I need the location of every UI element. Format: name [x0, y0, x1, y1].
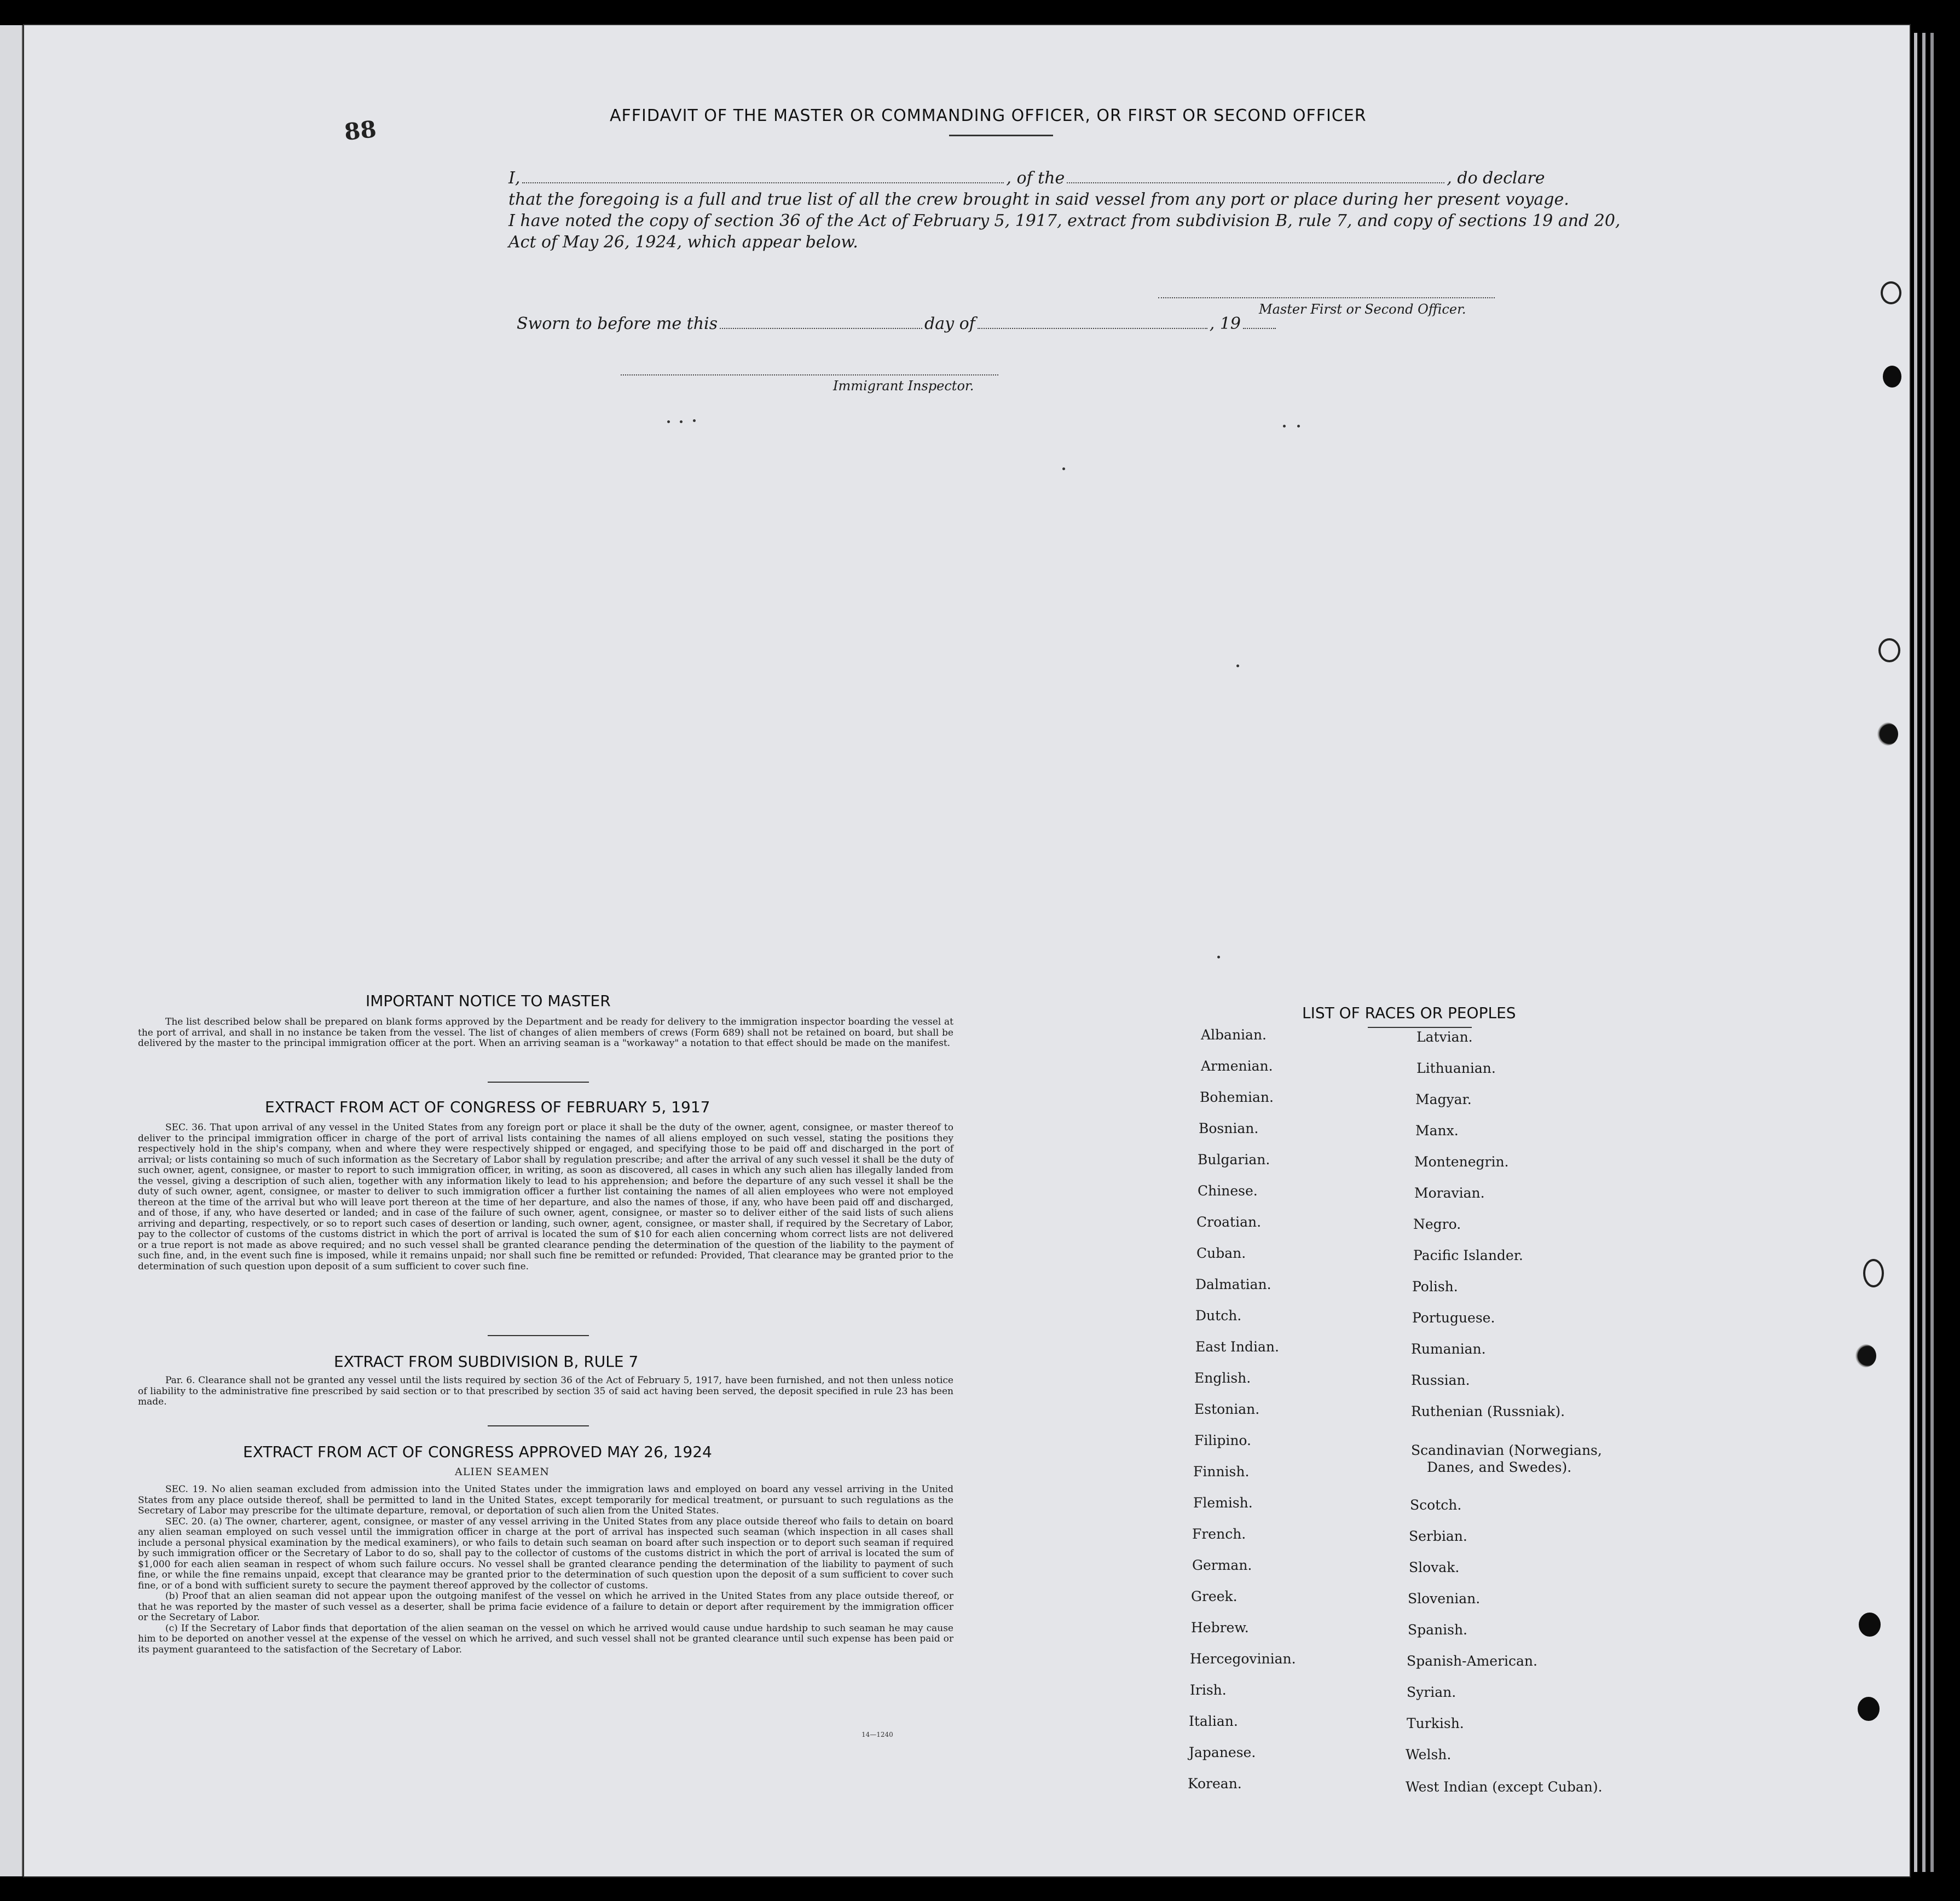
ink-speck	[1297, 425, 1300, 427]
race-right-item: Magyar.	[1415, 1091, 1472, 1107]
affidavit-title-rule	[949, 135, 1053, 136]
punch-hole-icon	[1876, 723, 1898, 746]
race-right-item: Syrian.	[1407, 1684, 1456, 1700]
master-signature-line	[1158, 297, 1495, 298]
affidavit-line-4: Act of May 26, 1924, which appear below.	[508, 233, 858, 252]
rule-7-paragraph: Par. 6. Clearance shall not be granted any vessel until the lists required by section 36 of the Act of February 5, 1917, have been furnished, and not then unless notice of liability to the administrative fine prescribed by said section or to that prescribed by section 35 of said act having been served, the deposit specified in rule 23 has been made.	[138, 1375, 953, 1407]
race-right-item: Pacific Islander.	[1413, 1247, 1523, 1263]
page-stack-edge	[1914, 33, 1917, 1872]
punch-hole-icon	[1878, 638, 1900, 662]
document-page	[24, 25, 1910, 1876]
race-right-item: Welsh.	[1406, 1747, 1452, 1763]
race-right-item: Serbian.	[1409, 1528, 1467, 1544]
race-right-item: Manx.	[1415, 1123, 1459, 1139]
section-36-paragraph: SEC. 36. That upon arrival of any vessel in the United States from any foreign port or place it shall be the duty of the owner, agent, consignee, or master thereof to deliver to the principal immigration officer in charge of the port of arrival lists containing the names of all aliens employed on such vessel, stating the positions they respectively hold in the ship's company, when and where they were respectively shipped or engaged, and specifying those to be paid off and discharged in the port of arrival; or lists containing so much of such information as the Secretary of Labor shall by regulation prescribe; and after the arrival of any such vessel it shall be the duty of such owner, agent, consignee, or master to report to such immigration officer, in writing, as soon as discovered, all cases in which any such alien has illegally landed from the vessel, giving a description of such alien, together with any information likely to lead to his apprehension; and before the departure of any such vessel it shall be the duty of such owner, agent, consignee, or master to deliver to such immigration officer a further list containing the names of all alien employees who were not employed thereon at the time of the arrival but who will leave port thereon at the time of her departure, and also the names of those, if any, who have been paid off and discharged, and of those, if any, who have deserted or landed; and in case of the failure of such owner, agent, consignee, or master so to deliver either of the said lists of such aliens arriving and departing, respectively, or so to report such cases of desertion or landing, such owner, agent, consignee, or master shall, if required by the Secretary of Labor, pay to the collector of customs of the customs district in which the port of arrival is located the sum of $10 for each alien concerning whom correct lists are not delivered or a true report is not made as above required; and no such vessel shall be granted clearance pending the determination of the question of the liability to the payment of such fine, and, in the event such fine is imposed, while it remains unpaid; nor shall such fine be remitted or refunded: Provided, That clearance may be granted prior to the determination of such question upon deposit of a sum sufficient to cover such fine.	[138, 1122, 953, 1272]
race-left-item: Flemish.	[1193, 1495, 1253, 1511]
important-notice-text	[138, 1017, 953, 1049]
race-left-item: Croatian.	[1196, 1214, 1262, 1230]
inspector-signature-label: Immigrant Inspector.	[833, 378, 974, 394]
affidavit-i-label: I,	[508, 169, 521, 188]
race-right-item: Montenegrin.	[1414, 1154, 1509, 1170]
race-right-item: Rumanian.	[1411, 1341, 1486, 1357]
race-right-item: Lithuanian.	[1416, 1060, 1496, 1076]
race-right-item: Spanish.	[1408, 1622, 1468, 1638]
extract-1924-text	[138, 1484, 953, 1655]
race-right-item: Turkish.	[1407, 1715, 1464, 1731]
master-signature-label: Master First or Second Officer.	[1259, 302, 1466, 317]
punch-hole-icon	[1859, 1613, 1881, 1637]
race-left-item: Korean.	[1188, 1776, 1242, 1792]
race-right-item: Ruthenian (Russniak).	[1411, 1403, 1565, 1419]
affidavit-line-2: that the foregoing is a full and true list of all the crew brought in said vessel from any port or place during her present voyage.	[508, 190, 1569, 209]
form-number: 14—1240	[862, 1731, 893, 1738]
affidavit-declare-label: , do declare	[1447, 169, 1545, 188]
punch-hole-icon	[1883, 366, 1901, 388]
year-blank	[1243, 316, 1276, 329]
ink-speck	[1283, 425, 1286, 427]
sworn-day-blank	[720, 316, 922, 329]
ink-speck	[1217, 956, 1220, 958]
race-left-item: Dalmatian.	[1195, 1276, 1271, 1292]
punch-hole-icon	[1854, 1344, 1876, 1367]
race-right-item: Moravian.	[1414, 1185, 1485, 1201]
vessel-blank	[1067, 170, 1444, 183]
page-left-edge	[0, 25, 24, 1876]
ink-speck	[1062, 467, 1065, 470]
race-right-item: Portuguese.	[1412, 1310, 1495, 1326]
sworn-line	[517, 314, 1278, 333]
handwritten-page-mark: 88	[343, 115, 378, 146]
affidavit-line-1	[508, 169, 1545, 188]
ink-speck	[693, 419, 696, 422]
race-right-item: Slovenian.	[1408, 1591, 1481, 1607]
race-left-item: Hebrew.	[1191, 1620, 1249, 1636]
important-notice-paragraph: The list described below shall be prepared on blank forms approved by the Department and be ready for delivery to the immigration inspector boarding the vessel at the port of arrival, and shall in no instance be taken from the vessel. The list of changes of alien members of crews (Form 689) shall not be retained on board, but shall be delivered by the master to the principal immigration officer at the port. When an arriving seaman is a "workaway" a notation to that effect should be made on the manifest.	[138, 1016, 953, 1049]
race-left-item: Filipino.	[1194, 1432, 1251, 1448]
affidavit-of-the-label: , of the	[1006, 169, 1065, 188]
affidavit-title: AFFIDAVIT OF THE MASTER OR COMMANDING OFFICER, OR FIRST OR SECOND OFFICER	[610, 106, 1367, 125]
important-notice-title: IMPORTANT NOTICE TO MASTER	[366, 992, 611, 1010]
race-left-item: Greek.	[1191, 1588, 1238, 1604]
races-list-title: LIST OF RACES OR PEOPLES	[1302, 1004, 1516, 1022]
section-20a-paragraph: SEC. 20. (a) The owner, charterer, agent, consignee, or master of any vessel arriving in the United States from any place outside thereof who fails to detain on board any alien seaman employed on such vessel until the immigration officer in charge at the port of arrival has inspected such seaman (which inspection in all cases shall include a personal physical examination by the medical examiners), or who fails to detain such seaman on board after such inspection or to deport such seaman if required by such immigration officer or the Secretary of Labor to do so, shall pay to the collector of customs of the customs district in which the port of arrival is located the sum of $1,000 for each alien seaman in respect of whom such failure occurs. No vessel shall be granted clearance pending the determination of the liability to payment of such fine, or while the fine remains unpaid, except that clearance may be granted prior to the determination of such question upon the deposit of a sum sufficient to cover such fine, or of a bond with sufficient surety to secure the payment thereof approved by the collector of customs.	[138, 1516, 953, 1591]
sworn-label: Sworn to before me this	[517, 314, 718, 333]
section-20c-paragraph: (c) If the Secretary of Labor finds that deportation of the alien seaman on the vessel on which he arrived would cause undue hardship to such seaman he may cause him to be deported on another vessel at the expense of the vessel on which he arrived, and such vessel shall not be granted clearance until such expense has been paid or its payment guaranteed to the satisfaction of the Secretary of Labor.	[138, 1622, 953, 1655]
race-left-item: Finnish.	[1193, 1464, 1250, 1480]
race-right-item: Latvian.	[1416, 1029, 1473, 1045]
race-right-item: Spanish-American.	[1407, 1653, 1537, 1669]
race-left-item: Dutch.	[1195, 1308, 1242, 1324]
alien-seamen-heading: ALIEN SEAMEN	[455, 1466, 550, 1478]
punch-hole-icon	[1863, 1259, 1884, 1287]
ink-speck	[1236, 665, 1239, 667]
ink-speck	[667, 420, 670, 423]
races-title-rule	[1368, 1027, 1472, 1028]
section-rule	[488, 1335, 589, 1336]
race-left-item: German.	[1192, 1557, 1252, 1573]
race-left-item: Bohemian.	[1200, 1089, 1274, 1105]
race-left-item: Estonian.	[1194, 1401, 1260, 1417]
rule-7-title: EXTRACT FROM SUBDIVISION B, RULE 7	[334, 1353, 639, 1371]
race-left-item: Italian.	[1189, 1713, 1238, 1729]
race-left-item: English.	[1194, 1370, 1251, 1386]
race-left-item: Armenian.	[1201, 1058, 1273, 1074]
race-left-item: French.	[1192, 1526, 1246, 1542]
race-left-item: Irish.	[1190, 1682, 1227, 1698]
inspector-signature-line	[621, 374, 998, 375]
year-label: , 19	[1209, 314, 1241, 333]
race-right-item: Scandinavian (Norwegians,	[1411, 1442, 1602, 1458]
section-rule	[488, 1082, 589, 1083]
page-stack-edge	[1922, 33, 1926, 1872]
sworn-month-blank	[978, 316, 1207, 329]
race-right-item: Negro.	[1413, 1216, 1461, 1232]
extract-1917-title: EXTRACT FROM ACT OF CONGRESS OF FEBRUARY 5, 1917	[265, 1098, 710, 1116]
affidavit-line-3: I have noted the copy of section 36 of the Act of February 5, 1917, extract from subdivision B, rule 7, and copy of sections 19 and 20,	[508, 211, 1621, 230]
punch-hole-icon	[1858, 1697, 1880, 1721]
rule-7-text	[138, 1376, 953, 1408]
ink-speck	[680, 420, 683, 423]
day-of-label: day of	[924, 314, 975, 333]
section-20b-paragraph: (b) Proof that an alien seaman did not appear upon the outgoing manifest of the vessel on which he arrived in the United States from any place outside thereof, or that he was reported by the master of such vessel as a deserter, shall be prima facie evidence of a failure to detain or deport after requirement by the immigration officer or the Secretary of Labor.	[138, 1591, 953, 1623]
race-right-item: Scotch.	[1410, 1497, 1462, 1513]
race-right-item-continued: Danes, and Swedes).	[1427, 1459, 1572, 1475]
race-left-item: Albanian.	[1201, 1027, 1267, 1043]
race-left-item: Japanese.	[1189, 1744, 1256, 1760]
race-left-item: Bosnian.	[1199, 1120, 1259, 1136]
section-19-paragraph: SEC. 19. No alien seaman excluded from admission into the United States under the immigration laws and employed on board any vessel arriving in the United States from any place outside thereof, shall be permitted to land in the United States, except temporarily for medical treatment, or pursuant to such regulations as the Secretary of Labor may prescribe for the ultimate departure, removal, or deportation of such alien from the United States.	[138, 1484, 953, 1516]
race-left-item: Cuban.	[1196, 1245, 1246, 1261]
race-right-item: West Indian (except Cuban).	[1406, 1779, 1603, 1795]
punch-hole-icon	[1881, 281, 1901, 304]
race-right-item: Polish.	[1412, 1279, 1458, 1295]
race-left-item: Bulgarian.	[1198, 1152, 1270, 1168]
race-left-item: East Indian.	[1195, 1339, 1279, 1355]
race-right-item: Slovak.	[1409, 1559, 1460, 1575]
page-stack-edge	[1930, 33, 1934, 1872]
race-left-item: Hercegovinian.	[1190, 1651, 1296, 1667]
section-rule	[488, 1425, 589, 1426]
extract-1917-text	[138, 1123, 953, 1272]
race-right-item: Russian.	[1411, 1372, 1470, 1388]
name-blank	[522, 170, 1004, 183]
race-left-item: Chinese.	[1198, 1183, 1258, 1199]
extract-1924-title: EXTRACT FROM ACT OF CONGRESS APPROVED MAY 26, 1924	[243, 1443, 712, 1461]
